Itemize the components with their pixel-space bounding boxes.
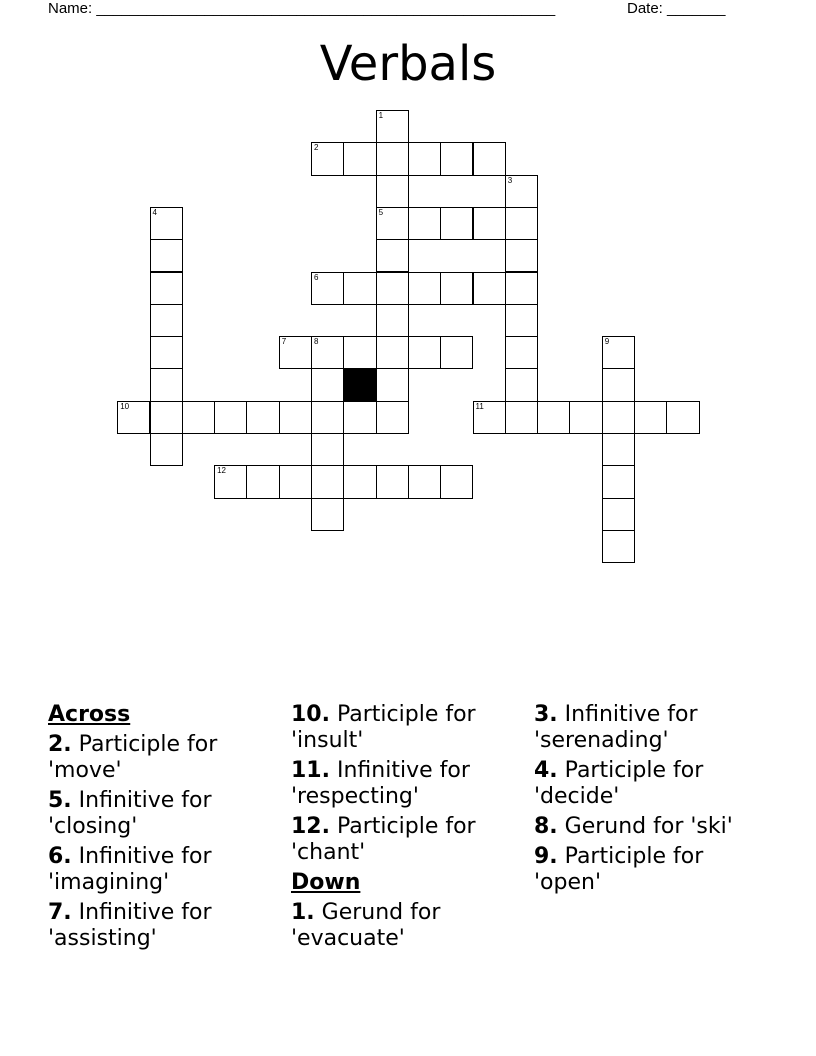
clue-text: Infinitive for 'assisting'	[48, 900, 212, 951]
grid-cell[interactable]	[150, 304, 183, 337]
date-field[interactable]: Date: _______	[627, 0, 726, 17]
clue-down-9	[534, 844, 769, 896]
grid-cell[interactable]	[408, 272, 441, 305]
clue-across-7	[48, 900, 283, 952]
clue-text: Participle for 'move'	[48, 732, 218, 783]
grid-cell[interactable]	[666, 401, 699, 434]
grid-cell[interactable]	[408, 465, 441, 498]
clue-across-11	[291, 758, 526, 810]
grid-cell[interactable]	[246, 465, 279, 498]
grid-cell[interactable]	[311, 336, 344, 369]
clue-number-label: 12	[217, 466, 226, 476]
grid-cell[interactable]	[505, 368, 538, 401]
page-title: Verbals	[319, 36, 497, 92]
down-heading: Down	[291, 870, 361, 895]
grid-cell[interactable]	[602, 433, 635, 466]
clue-across-10	[291, 702, 526, 754]
grid-cell[interactable]	[376, 336, 409, 369]
grid-cell[interactable]	[246, 401, 279, 434]
grid-cell[interactable]	[279, 401, 312, 434]
clue-down-1	[291, 900, 526, 952]
grid-cell[interactable]	[602, 336, 635, 369]
clue-number: 5.	[48, 788, 72, 813]
clue-number-label: 1	[378, 111, 384, 120]
grid-cell[interactable]	[311, 142, 344, 175]
clue-down-8	[534, 814, 769, 840]
clue-down-3	[534, 702, 769, 754]
grid-cell[interactable]	[440, 272, 473, 305]
clue-number-label: 8	[314, 337, 319, 347]
clue-text: Infinitive for 'serenading'	[534, 702, 698, 753]
grid-cell[interactable]	[150, 239, 183, 272]
grid-cell[interactable]	[602, 401, 635, 434]
grid-cell[interactable]	[376, 175, 409, 208]
clue-number-label: 4	[152, 207, 157, 217]
grid-cell[interactable]	[214, 465, 247, 498]
grid-cell[interactable]	[376, 110, 409, 143]
grid-cell[interactable]	[311, 465, 344, 498]
grid-cell[interactable]	[279, 465, 312, 498]
grid-cell[interactable]	[505, 207, 538, 240]
grid-cell[interactable]	[376, 304, 409, 337]
clue-text: Infinitive for 'respecting'	[291, 758, 470, 809]
grid-cell[interactable]	[311, 272, 344, 305]
grid-cell[interactable]	[440, 336, 473, 369]
grid-cell[interactable]	[214, 401, 247, 434]
grid-cell[interactable]	[376, 207, 409, 240]
clue-column-2	[291, 702, 526, 956]
grid-cell[interactable]	[376, 272, 409, 305]
clue-number: 3.	[534, 702, 558, 727]
grid-cell[interactable]	[602, 465, 635, 498]
clue-number: 10.	[291, 702, 330, 727]
grid-cell[interactable]	[408, 336, 441, 369]
grid-cell[interactable]	[537, 401, 570, 434]
clue-number: 8.	[534, 814, 558, 839]
clue-number: 4.	[534, 758, 558, 783]
clue-number: 12.	[291, 814, 330, 839]
clue-down-4	[534, 758, 769, 810]
grid-cell[interactable]	[602, 530, 635, 563]
grid-cell[interactable]	[150, 401, 183, 434]
grid-cell[interactable]	[473, 272, 506, 305]
grid-cell[interactable]	[150, 433, 183, 466]
grid-cell[interactable]	[311, 433, 344, 466]
grid-cell[interactable]	[343, 401, 376, 434]
clue-text: Participle for 'insult'	[291, 702, 476, 753]
clue-number: 1.	[291, 900, 315, 925]
clue-column-1	[48, 702, 283, 956]
grid-cell[interactable]	[473, 401, 506, 434]
grid-cell[interactable]	[602, 368, 635, 401]
grid-cell[interactable]	[311, 401, 344, 434]
grid-cell[interactable]	[376, 368, 409, 401]
grid-cell[interactable]	[505, 401, 538, 434]
clue-number-label: 5	[378, 207, 384, 217]
grid-cell[interactable]	[505, 272, 538, 305]
grid-cell[interactable]	[602, 498, 635, 531]
clue-across-2	[48, 732, 283, 784]
grid-cell[interactable]	[473, 142, 506, 175]
grid-cell[interactable]	[279, 336, 312, 369]
clue-number: 9.	[534, 844, 558, 869]
grid-cell[interactable]	[150, 336, 183, 369]
grid-cell[interactable]	[376, 465, 409, 498]
blocked-cell	[343, 368, 376, 401]
grid-cell[interactable]	[150, 207, 183, 240]
grid-cell[interactable]	[505, 304, 538, 337]
grid-cell[interactable]	[634, 401, 667, 434]
clue-text: Infinitive for 'imagining'	[48, 844, 212, 895]
grid-cell[interactable]	[343, 336, 376, 369]
grid-cell[interactable]	[440, 142, 473, 175]
clue-number-label: 6	[314, 272, 319, 282]
clue-number-label: 9	[604, 337, 610, 347]
clue-text: Gerund for 'evacuate'	[291, 900, 441, 951]
clue-number: 11.	[291, 758, 330, 783]
grid-cell[interactable]	[408, 207, 441, 240]
grid-cell[interactable]	[408, 142, 441, 175]
grid-cell[interactable]	[569, 401, 602, 434]
clue-number-label: 2	[314, 143, 319, 153]
grid-cell[interactable]	[343, 142, 376, 175]
across-heading: Across	[48, 702, 131, 727]
grid-cell[interactable]	[376, 239, 409, 272]
grid-cell[interactable]	[343, 272, 376, 305]
clue-across-12	[291, 814, 526, 866]
clue-text: Participle for 'open'	[534, 844, 704, 895]
grid-cell[interactable]	[150, 272, 183, 305]
grid-cell[interactable]	[440, 465, 473, 498]
clue-column-3	[534, 702, 769, 900]
clue-text: Participle for 'chant'	[291, 814, 476, 865]
clue-text: Gerund for 'ski'	[564, 814, 733, 839]
clue-number-label: 11	[475, 401, 484, 411]
clue-number-label: 7	[281, 337, 287, 347]
clue-across-5	[48, 788, 283, 840]
grid-cell[interactable]	[150, 368, 183, 401]
grid-cell[interactable]	[376, 401, 409, 434]
grid-cell[interactable]	[505, 175, 538, 208]
grid-cell[interactable]	[311, 368, 344, 401]
clue-number-label: 3	[507, 175, 513, 185]
clue-text: Infinitive for 'closing'	[48, 788, 212, 839]
name-field[interactable]: Name: _______________________________________________________	[48, 0, 556, 17]
grid-cell[interactable]	[182, 401, 215, 434]
grid-cell[interactable]	[117, 401, 150, 434]
clue-number: 7.	[48, 900, 72, 925]
grid-cell[interactable]	[505, 239, 538, 272]
clue-across-6	[48, 844, 283, 896]
clue-number: 2.	[48, 732, 72, 757]
grid-cell[interactable]	[440, 207, 473, 240]
clue-number-label: 10	[120, 401, 130, 411]
grid-cell[interactable]	[343, 465, 376, 498]
grid-cell[interactable]	[311, 498, 344, 531]
grid-cell[interactable]	[376, 142, 409, 175]
grid-cell[interactable]	[505, 336, 538, 369]
clue-text: Participle for 'decide'	[534, 758, 704, 809]
grid-cell[interactable]	[473, 207, 506, 240]
clue-number: 6.	[48, 844, 72, 869]
